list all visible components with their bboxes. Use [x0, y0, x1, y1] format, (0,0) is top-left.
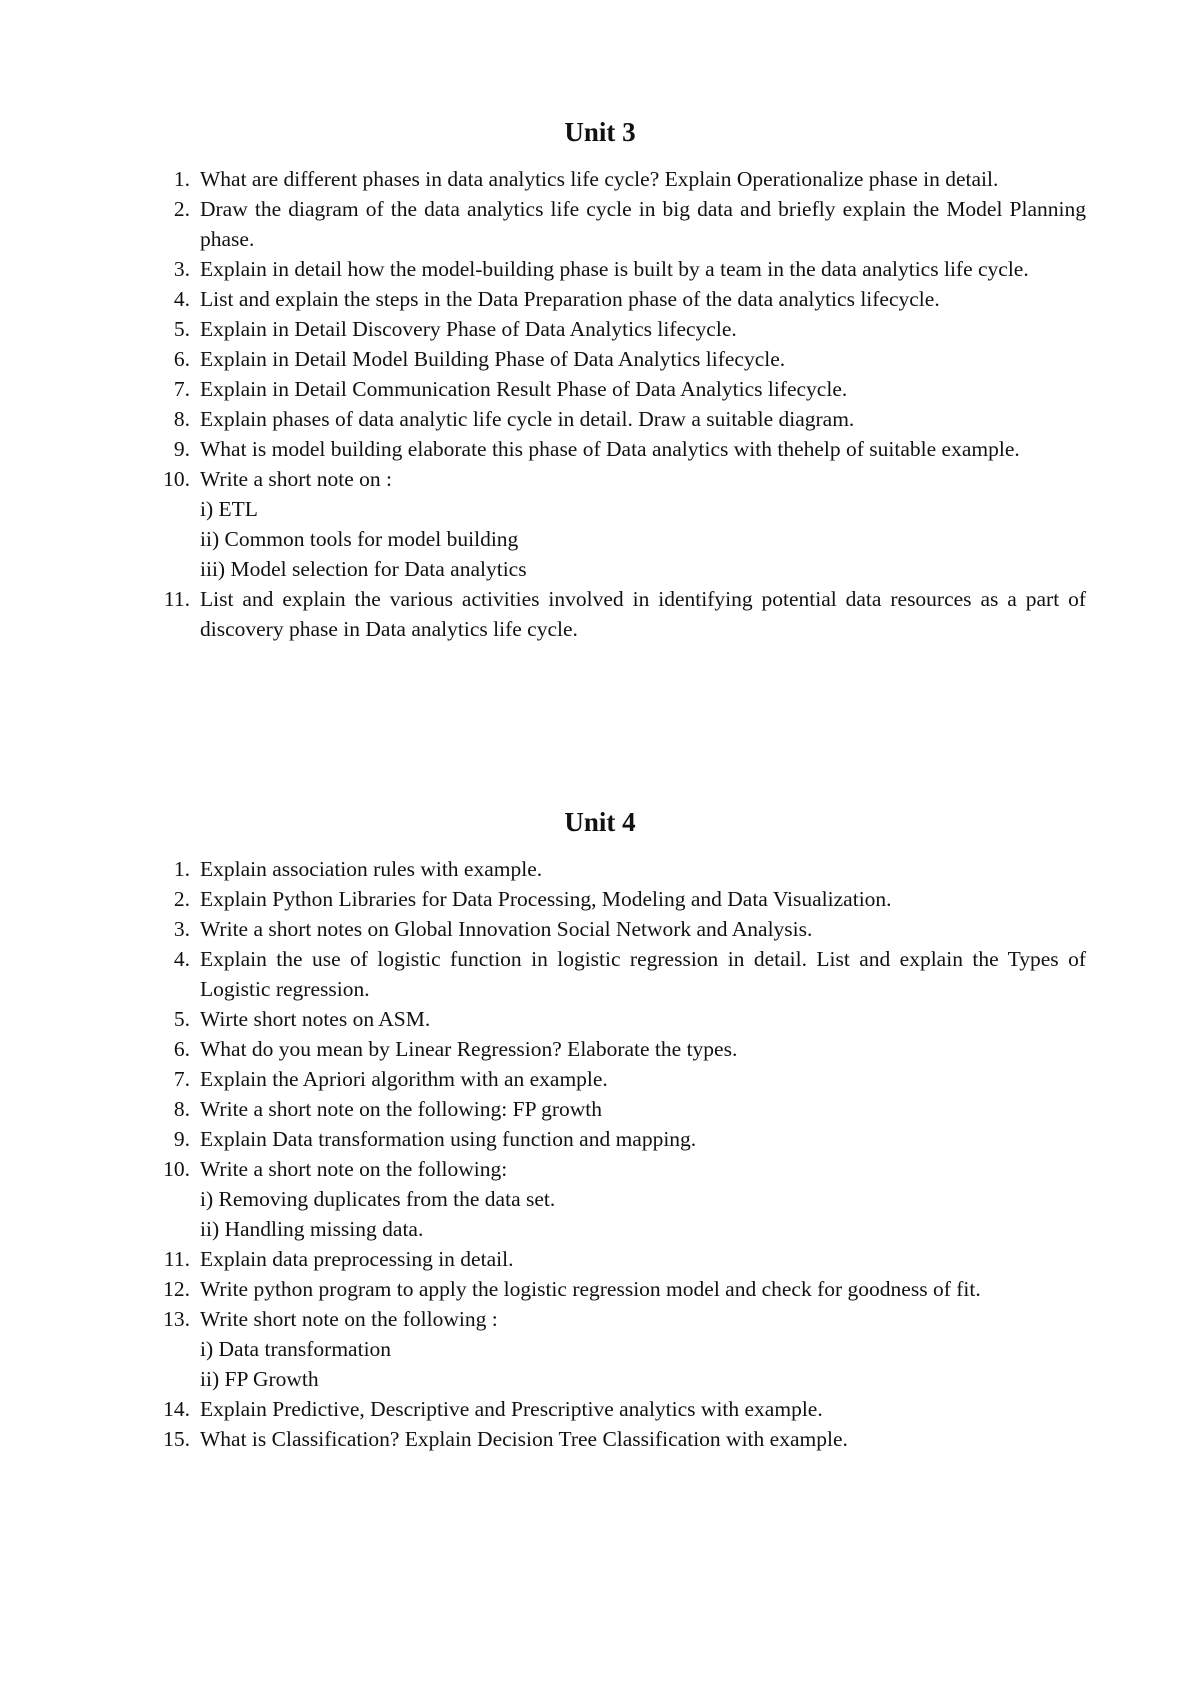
- unit-3-question-11: [150, 584, 1086, 644]
- question-number: 9.: [173, 437, 190, 461]
- question-number: 11.: [163, 1247, 190, 1271]
- question-number: 15.: [163, 1427, 190, 1451]
- question-text: What is model building elaborate this phase of Data analytics with thehelp of suitable example.: [200, 437, 1020, 461]
- unit-4-question-14: [150, 1394, 1086, 1424]
- question-text: Write short note on the following :: [200, 1307, 498, 1331]
- sub-item: i) Removing duplicates from the data set.: [200, 1187, 556, 1211]
- question-number: 10.: [163, 1157, 190, 1181]
- unit-4-question-11: [150, 1244, 1086, 1274]
- unit-4-question-15: [150, 1424, 1086, 1454]
- unit-4-question-list: [150, 854, 1086, 1454]
- sub-item: ii) FP Growth: [200, 1367, 319, 1391]
- question-text: Explain in Detail Model Building Phase of Data Analytics lifecycle.: [200, 347, 786, 371]
- unit-4-question-2: [150, 884, 1086, 914]
- question-number: 11.: [163, 587, 190, 611]
- unit-4-question-4: [150, 944, 1086, 1004]
- question-number: 3.: [173, 917, 190, 941]
- question-text: Explain in detail how the model-building phase is built by a team in the data analytics life cycle.: [200, 257, 1029, 281]
- question-number: 2.: [173, 197, 190, 221]
- unit-4-question-9: [150, 1124, 1086, 1154]
- question-number: 6.: [173, 347, 190, 371]
- unit-3-question-5: [150, 314, 1086, 344]
- unit-4-question-13: [150, 1304, 1086, 1394]
- unit-3-question-9: [150, 434, 1086, 464]
- question-text: List and explain the various activities involved in identifying potential data resources as a part of discovery phase in Data analytics life cycle.: [200, 587, 1086, 641]
- question-number: 13.: [163, 1307, 190, 1331]
- question-text: What is Classification? Explain Decision Tree Classification with example.: [200, 1427, 848, 1451]
- sub-item: ii) Handling missing data.: [200, 1217, 424, 1241]
- unit-3-heading: Unit 3: [564, 117, 636, 147]
- question-text: Explain Python Libraries for Data Processing, Modeling and Data Visualization.: [200, 887, 892, 911]
- question-text: Explain association rules with example.: [200, 857, 543, 881]
- question-text: Write a short notes on Global Innovation Social Network and Analysis.: [200, 917, 813, 941]
- question-number: 1.: [173, 857, 190, 881]
- question-number: 14.: [163, 1397, 190, 1421]
- unit-3-question-1: [150, 164, 1086, 194]
- question-text: Explain Data transformation using function and mapping.: [200, 1127, 697, 1151]
- question-text: Write a short note on the following:: [200, 1157, 508, 1181]
- unit-4-question-6: [150, 1034, 1086, 1064]
- question-number: 10.: [163, 467, 190, 491]
- unit-3-question-3: [150, 254, 1086, 284]
- unit-3-question-7: [150, 374, 1086, 404]
- sub-item: ii) Common tools for model building: [200, 527, 519, 551]
- sub-item: iii) Model selection for Data analytics: [200, 557, 527, 581]
- question-text: Explain phases of data analytic life cycle in detail. Draw a suitable diagram.: [200, 407, 855, 431]
- question-text: Explain data preprocessing in detail.: [200, 1247, 514, 1271]
- question-number: 6.: [173, 1037, 190, 1061]
- question-number: 4.: [173, 947, 190, 971]
- question-number: 1.: [173, 167, 190, 191]
- question-text: Explain the use of logistic function in logistic regression in detail. List and explain the Types of Logistic regression.: [200, 947, 1086, 1001]
- unit-4-question-3: [150, 914, 1086, 944]
- unit-4-heading: Unit 4: [564, 807, 636, 837]
- sub-item: i) ETL: [200, 497, 258, 521]
- question-number: 7.: [173, 377, 190, 401]
- unit-3-question-6: [150, 344, 1086, 374]
- question-text: Explain in Detail Discovery Phase of Data Analytics lifecycle.: [200, 317, 737, 341]
- question-number: 4.: [173, 287, 190, 311]
- question-text: Explain the Apriori algorithm with an example.: [200, 1067, 608, 1091]
- question-number: 2.: [173, 887, 190, 911]
- question-text: What are different phases in data analytics life cycle? Explain Operationalize phase in detail.: [200, 167, 999, 191]
- sub-item: i) Data transformation: [200, 1337, 392, 1361]
- unit-4-question-12: [150, 1274, 1086, 1304]
- question-text: Explain in Detail Communication Result Phase of Data Analytics lifecycle.: [200, 377, 848, 401]
- question-text: Wirte short notes on ASM.: [200, 1007, 431, 1031]
- unit-3-question-8: [150, 404, 1086, 434]
- unit-4-question-1: [150, 854, 1086, 884]
- question-number: 8.: [173, 407, 190, 431]
- question-text: Write a short note on :: [200, 467, 392, 491]
- question-text: What do you mean by Linear Regression? Elaborate the types.: [200, 1037, 738, 1061]
- question-text: Draw the diagram of the data analytics life cycle in big data and briefly explain the Model Planning phase.: [200, 197, 1086, 251]
- question-text: Explain Predictive, Descriptive and Prescriptive analytics with example.: [200, 1397, 823, 1421]
- question-number: 8.: [173, 1097, 190, 1121]
- unit-3-question-2: [150, 194, 1086, 254]
- unit-3-question-10: [150, 464, 1086, 584]
- question-text: Write a short note on the following: FP growth: [200, 1097, 603, 1121]
- question-number: 9.: [173, 1127, 190, 1151]
- question-number: 3.: [173, 257, 190, 281]
- question-number: 5.: [173, 317, 190, 341]
- question-number: 7.: [173, 1067, 190, 1091]
- question-number: 5.: [173, 1007, 190, 1031]
- unit-3-question-4: [150, 284, 1086, 314]
- unit-4-question-7: [150, 1064, 1086, 1094]
- unit-4-question-5: [150, 1004, 1086, 1034]
- unit-4-question-8: [150, 1094, 1086, 1124]
- question-text: Write python program to apply the logistic regression model and check for goodness of fit.: [200, 1277, 981, 1301]
- unit-3-question-list: [150, 164, 1086, 644]
- question-number: 12.: [163, 1277, 190, 1301]
- question-text: List and explain the steps in the Data Preparation phase of the data analytics lifecycle.: [200, 287, 940, 311]
- unit-4-question-10: [150, 1154, 1086, 1244]
